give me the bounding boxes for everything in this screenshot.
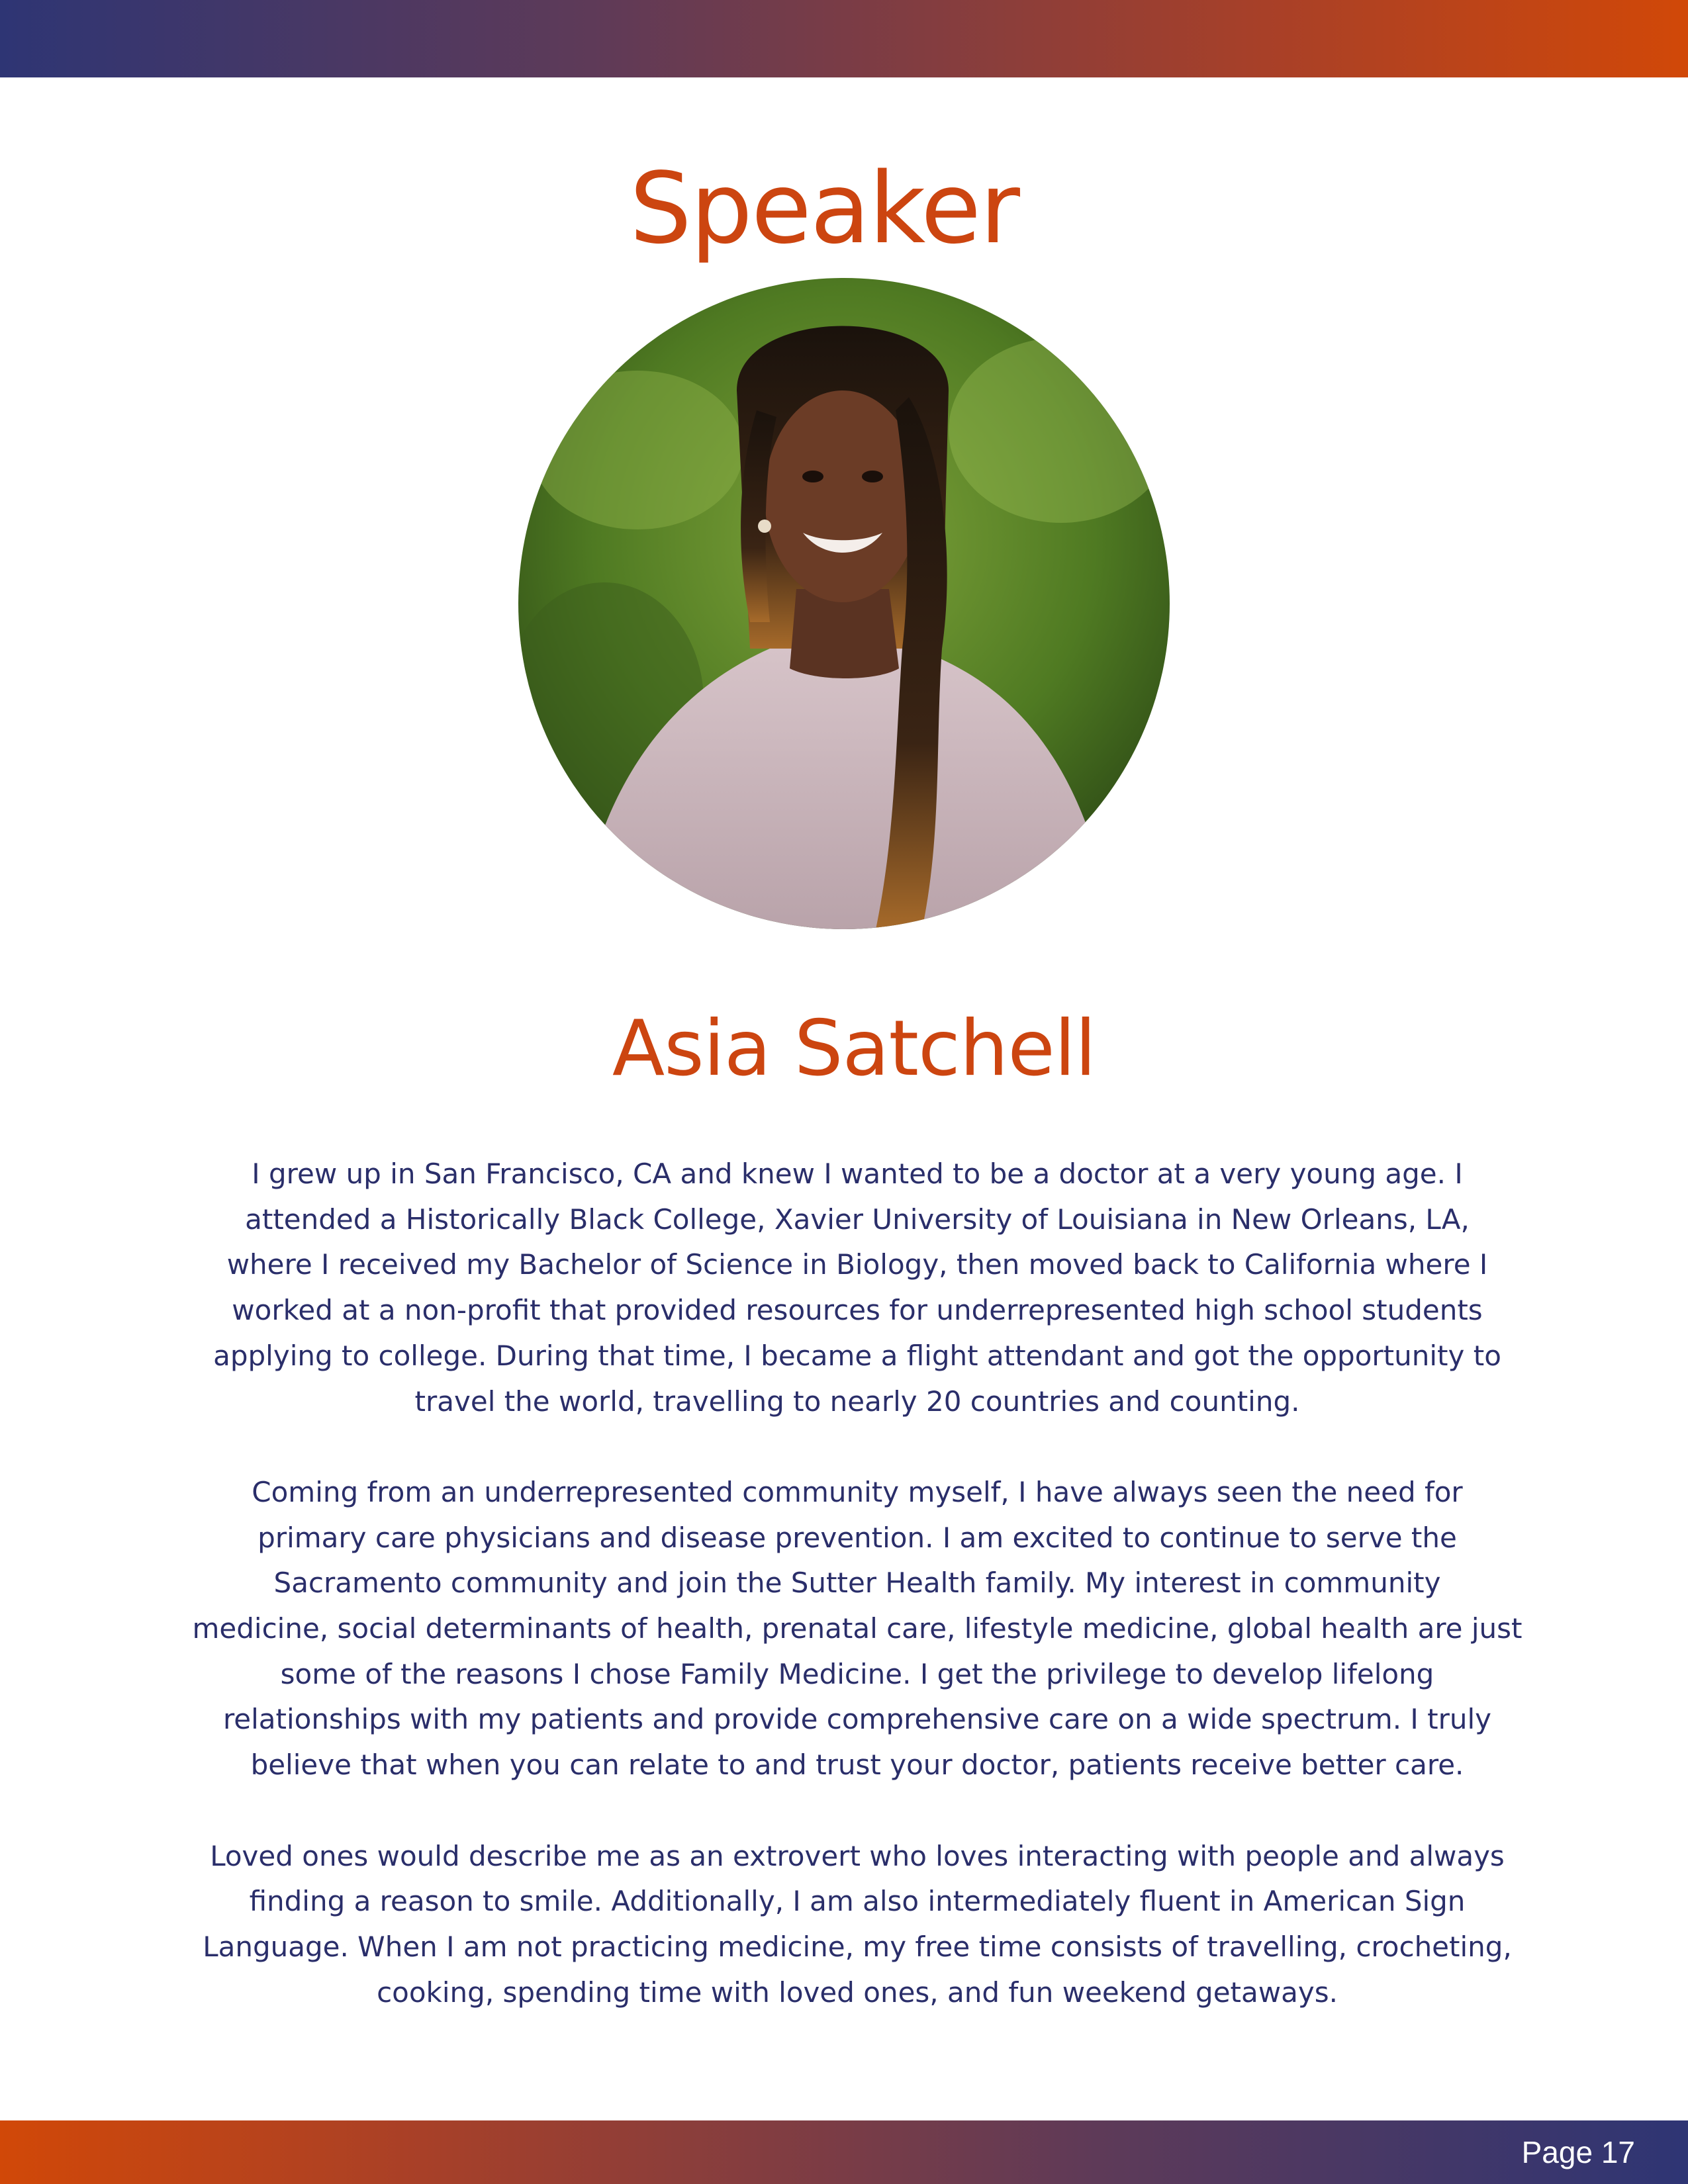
speaker-photo (518, 278, 1170, 929)
speaker-bio (165, 1152, 1549, 2061)
bio-paragraph: Loved ones would describe me as an extrovert who loves interacting with people and always finding a reason to smile. Additionally, I am also intermediately fluent in American Sign Language. When I am not practicing medicine, my free time consists of travelling, crocheting, cooking, spending time with loved ones, and fun weekend getaways. (203, 1839, 1512, 2009)
footer-band (0, 2120, 1688, 2184)
header-band (0, 0, 1688, 77)
bio-paragraph: I grew up in San Francisco, CA and knew I wanted to be a doctor at a very young age. I attended a Historically Black College, Xavier University of Louisiana in New Orleans, LA, where I received my Bachelor of Science in Biology, then moved back to California where I worked at a non-profit that provided resources for underrepresented high school students applying to college. During that time, I became a flight attendant and got the opportunity to travel the world, travelling to nearly 20 countries and counting. (213, 1158, 1501, 1418)
bio-paragraph: Coming from an underrepresented community myself, I have always seen the need for primary care physicians and disease prevention. I am excited to continue to serve the Sacramento community and join the Sutter Health family. My interest in community medicine, social determinants of health, prenatal care, lifestyle medicine, global health are just some of the reasons I chose Family Medicine. I get the privilege to develop lifelong relationships with my patients and provide comprehensive care on a wide spectrum. I truly believe that when you can relate to and trust your doctor, patients receive better care. (192, 1475, 1523, 1782)
speaker-name: Asia Satchell (612, 1004, 1096, 1093)
page-title: Speaker (630, 152, 1019, 265)
page-number: Page 17 (1521, 2135, 1635, 2169)
